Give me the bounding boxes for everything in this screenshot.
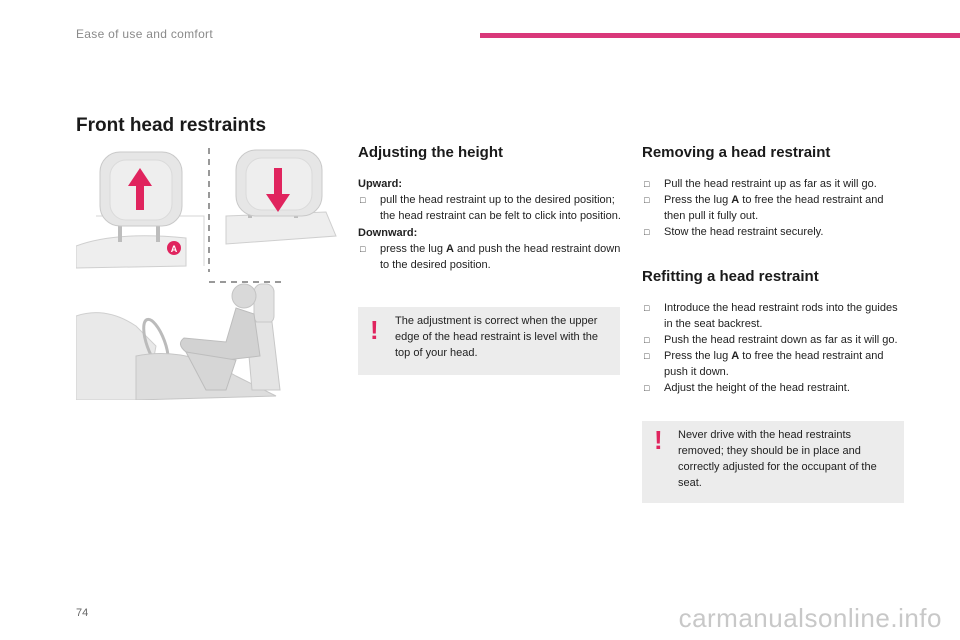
list-item: □ Push the head restraint down as far as it will go. [644, 334, 898, 346]
adjusting-height-section [358, 142, 623, 274]
checkbox-bullet-icon: □ [644, 351, 650, 361]
list-item: □ press the lug A and push the head restraint down to the desired position. [360, 243, 621, 271]
driver-position-diagram [76, 284, 280, 400]
header-accent-bar [480, 33, 960, 38]
refitting-steps [642, 300, 906, 396]
adjusting-height-title: Adjusting the height [358, 144, 503, 161]
checkbox-bullet-icon: □ [644, 227, 650, 237]
upward-label: Upward: [358, 178, 402, 190]
downward-adjust-diagram [226, 150, 336, 244]
list-item: □ Introduce the head restraint rods into the guides in the seat backrest. [644, 302, 898, 330]
downward-steps [358, 241, 623, 273]
removing-title: Removing a head restraint [642, 144, 831, 161]
list-item: □ Pull the head restraint up as far as it will go. [644, 178, 877, 190]
checkbox-bullet-icon: □ [644, 303, 650, 313]
callout-a: A [170, 244, 178, 254]
checkbox-bullet-icon: □ [644, 335, 650, 345]
list-item: □ pull the head restraint up to the desired position; the head restraint can be felt to click into position. [360, 194, 621, 222]
watermark: carmanualsonline.info [678, 603, 942, 633]
checkbox-bullet-icon: □ [644, 179, 650, 189]
checkbox-bullet-icon: □ [360, 195, 366, 205]
downward-label: Downward: [358, 227, 418, 239]
checkbox-bullet-icon: □ [644, 195, 650, 205]
list-item: □ Adjust the height of the head restraint. [644, 382, 850, 394]
adjustment-warning-box [358, 307, 620, 375]
driving-warning-text: Never drive with the head restraints removed; they should be in place and correctly adjusted for the occupant of the seat. [678, 429, 877, 489]
list-item: □ Press the lug A to free the head restraint and push it down. [644, 350, 884, 378]
upward-steps [358, 192, 623, 224]
upward-adjust-diagram [76, 152, 204, 268]
list-item: □ Stow the head restraint securely. [644, 226, 824, 238]
driving-warning-box [642, 421, 904, 503]
warning-icon: ! [654, 425, 663, 455]
list-item: □ Press the lug A to free the head restraint and then pull it fully out. [644, 194, 884, 222]
page-title: Front head restraints [76, 115, 267, 136]
checkbox-bullet-icon: □ [360, 244, 366, 254]
adjustment-warning-text: The adjustment is correct when the upper edge of the head restraint is level with the top of your head. [395, 315, 599, 359]
checkbox-bullet-icon: □ [644, 383, 650, 393]
refitting-title: Refitting a head restraint [642, 268, 819, 285]
removing-section [642, 142, 906, 397]
page-number: 74 [76, 607, 89, 619]
warning-icon: ! [370, 315, 379, 345]
head-restraint-illustration [76, 146, 344, 400]
removing-steps [642, 176, 906, 240]
section-label: Ease of use and comfort [76, 27, 213, 41]
